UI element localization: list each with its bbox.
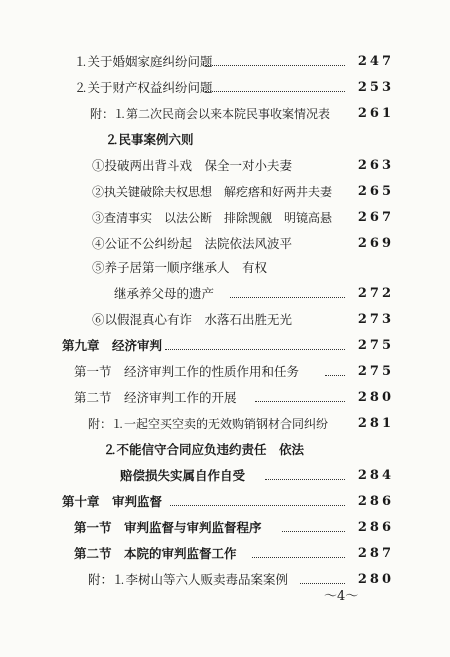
toc-entry[interactable] — [0, 492, 450, 512]
toc-entry-title: 第一节 经济审判工作的性质作用和任务 — [74, 364, 300, 379]
toc-entry-title: 第二节 经济审判工作的开展 — [74, 390, 237, 405]
toc-entry-page: 273 — [357, 312, 394, 327]
toc-entry-title: 赔偿损失实属自作自受 — [120, 468, 246, 483]
toc-entry-page: 281 — [357, 416, 394, 431]
toc-entry-title: ⒉民事案例六则 — [106, 132, 194, 147]
toc-entry-title: ⑥以假混真心有诈 水落石出胜无光 — [92, 312, 293, 327]
toc-entry-page: 261 — [357, 106, 394, 121]
toc-entry[interactable] — [0, 182, 450, 202]
toc-entry-page: 280 — [357, 572, 394, 587]
toc-entry[interactable] — [0, 284, 450, 304]
toc-entry-page: 269 — [357, 236, 394, 251]
toc-entry[interactable] — [0, 104, 450, 124]
dot-leader — [205, 65, 345, 66]
toc-entry[interactable] — [0, 78, 450, 98]
toc-entry[interactable] — [0, 258, 450, 278]
toc-entry-page: 287 — [357, 546, 394, 561]
toc-entry-title: ①投破两出背斗戏 保全一对小夫妻 — [92, 158, 293, 173]
toc-entry-title: ④公证不公纠纷起 法院依法风波平 — [92, 236, 293, 251]
dot-leader — [230, 297, 345, 298]
dot-leader — [165, 349, 345, 350]
toc-entry-title: ②执关键破除夫权思想 解疙瘩和好两井夫妻 — [92, 185, 333, 199]
dot-leader — [265, 479, 345, 480]
toc-entry-page: 284 — [357, 468, 394, 483]
dot-leader — [205, 91, 345, 92]
toc-entry-title: 继承养父母的遗产 — [114, 286, 215, 301]
toc-entry-title: ⒈关于婚姻家庭纠纷问题 — [75, 54, 213, 69]
page-number-footer: ～4～ — [324, 589, 359, 604]
toc-entry-title: 附：⒈李树山等六人贩卖毒品案案例 — [88, 572, 289, 587]
toc-entry[interactable] — [0, 362, 450, 382]
toc-entry[interactable] — [0, 466, 450, 486]
toc-entry-title: ⒉不能信守合同应负违约责任 依法 — [104, 442, 305, 457]
toc-entry[interactable] — [0, 52, 450, 72]
toc-entry-page: 247 — [357, 54, 394, 69]
toc-entry-page: 267 — [357, 210, 394, 225]
toc-entry-title: 第十章 审判监督 — [62, 494, 163, 509]
dot-leader — [170, 505, 345, 506]
toc-entry-page: 280 — [357, 390, 394, 405]
toc-entry-title: ③查清事实 以法公断 排除觊觎 明镜高悬 — [92, 211, 333, 225]
toc-entry[interactable] — [0, 208, 450, 228]
toc-entry-page: 275 — [357, 364, 394, 379]
toc-entry-page: 253 — [357, 80, 394, 95]
toc-entry[interactable] — [0, 518, 450, 538]
dot-leader — [300, 583, 345, 584]
toc-entry[interactable] — [0, 234, 450, 254]
toc-entry-title: ⑤养子居第一顺序继承人 有权 — [92, 260, 268, 275]
toc-entry-title: 第九章 经济审判 — [62, 338, 163, 353]
toc-entry-page: 275 — [357, 338, 394, 353]
toc-entry-page: 272 — [357, 286, 394, 301]
toc-entry[interactable] — [0, 388, 450, 408]
toc-entry-title: 附：⒈第二次民商会以来本院民事收案情况表 — [90, 107, 331, 121]
toc-entry[interactable] — [0, 156, 450, 176]
toc-entry[interactable] — [0, 310, 450, 330]
toc-entry-page: 265 — [357, 184, 394, 199]
toc-entry-page: 263 — [357, 158, 394, 173]
toc-entry[interactable] — [0, 336, 450, 356]
toc-entry[interactable] — [0, 130, 450, 150]
dot-leader — [282, 531, 345, 532]
toc-entry-title: 附：⒈一起空买空卖的无效购销钢材合同纠纷 — [88, 417, 329, 431]
dot-leader — [325, 375, 345, 376]
toc-entry-title: ⒉关于财产权益纠纷问题 — [75, 80, 213, 95]
dot-leader — [252, 557, 345, 558]
toc-entry-title: 第一节 审判监督与审判监督程序 — [74, 520, 262, 535]
toc-entry[interactable] — [0, 544, 450, 564]
dot-leader — [255, 401, 345, 402]
toc-entry[interactable] — [0, 414, 450, 434]
toc-entry[interactable] — [0, 440, 450, 460]
toc-entry-page: 286 — [357, 520, 394, 535]
toc-entry-page: 286 — [357, 494, 394, 509]
toc-entry-title: 第二节 本院的审判监督工作 — [74, 546, 237, 561]
